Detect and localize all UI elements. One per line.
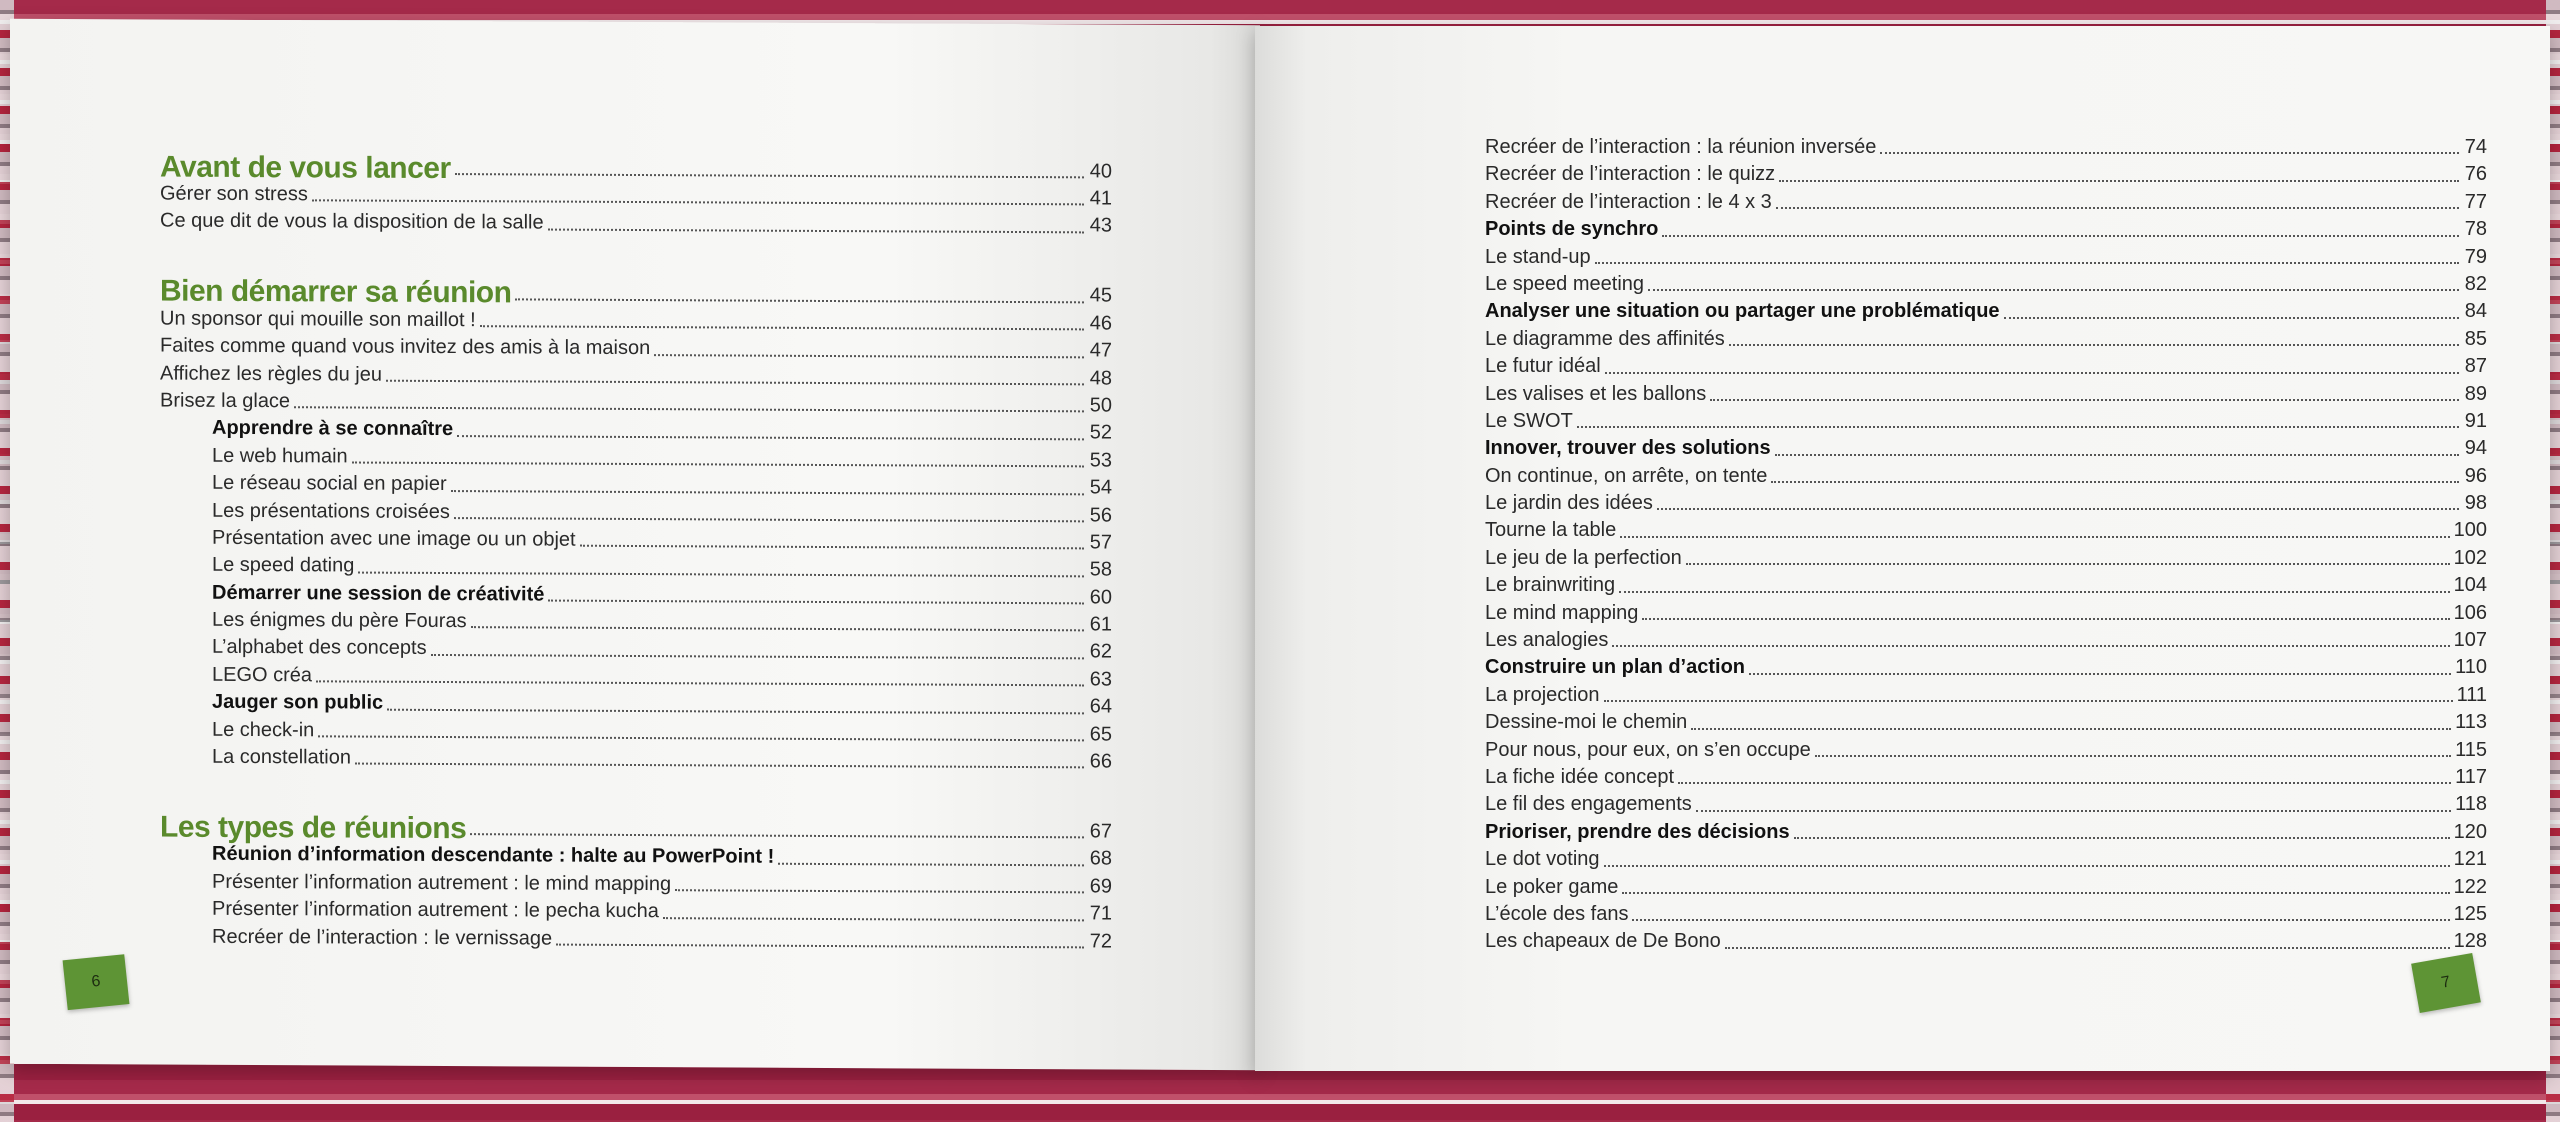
toc-entry-title: Pour nous, pour eux, on s’en occupe	[1485, 738, 1811, 761]
toc-entry	[1485, 545, 2487, 572]
toc-entry-title: Apprendre à se connaître	[212, 417, 454, 441]
toc-entry-title: Recréer de l’interaction : le quizz	[1485, 163, 1776, 186]
toc-page-number: 122	[2453, 875, 2487, 898]
toc-entry	[1485, 161, 2487, 188]
toc-entry	[1485, 353, 2487, 380]
toc-page-number: 50	[1089, 394, 1112, 417]
toc-entry-title: Points de synchro	[1485, 218, 1659, 241]
page-number-tab-right	[2411, 953, 2481, 1013]
dot-leader	[556, 944, 1084, 949]
toc-entry-title: Affichez les règles du jeu	[160, 362, 382, 386]
toc-page-number: 91	[2464, 409, 2487, 432]
toc-entry-title: Avant de vous lancer	[160, 150, 451, 185]
dot-leader	[1642, 618, 2449, 620]
toc-page-number: 115	[2455, 738, 2487, 761]
toc-page-number: 128	[2453, 930, 2487, 953]
dot-leader	[778, 863, 1084, 867]
toc-entry	[1485, 928, 2487, 955]
toc-entry-title: Construire un plan d’action	[1485, 656, 1746, 679]
dot-leader	[1794, 837, 2450, 839]
dot-leader	[515, 298, 1084, 303]
dot-leader	[548, 600, 1084, 605]
left-page	[10, 19, 1260, 1071]
dot-leader	[1725, 947, 2450, 949]
page-number-tab-left	[63, 954, 130, 1010]
toc-entry-title: Ce que dit de vous la disposition de la salle	[160, 209, 544, 234]
dot-leader	[455, 173, 1084, 178]
dot-leader	[675, 889, 1084, 893]
dot-leader	[454, 517, 1084, 522]
toc-page-number: 104	[2453, 574, 2487, 597]
toc-page-number: 48	[1089, 366, 1112, 390]
toc-entry-title: La fiche idée concept	[1485, 765, 1675, 788]
dot-leader	[352, 462, 1084, 468]
dot-leader	[1605, 372, 2459, 374]
toc-entry-title: L’école des fans	[1485, 902, 1629, 925]
dot-leader	[316, 681, 1084, 687]
toc-page-number: 67	[1089, 820, 1112, 843]
dot-leader	[1622, 892, 2449, 894]
toc-page-number: 125	[2453, 902, 2487, 925]
dot-leader	[1880, 152, 2459, 154]
toc-entry	[1485, 189, 2487, 216]
toc-entry-title: Un sponsor qui mouille son maillot !	[160, 307, 476, 331]
toc-entry	[1485, 271, 2487, 298]
toc-entry-title: Tourne la table	[1485, 519, 1617, 542]
toc-entry-title: Dessine-moi le chemin	[1485, 711, 1688, 734]
toc-entry-title: Les analogies	[1485, 629, 1609, 652]
dot-leader	[451, 490, 1084, 495]
dot-leader	[1691, 728, 2451, 730]
toc-entry	[160, 744, 1112, 776]
toc-page-number: 69	[1089, 875, 1112, 898]
dot-leader	[1657, 508, 2459, 510]
toc-entry	[1485, 627, 2487, 654]
dot-leader	[1776, 207, 2459, 209]
toc-entry	[1485, 326, 2487, 353]
toc-entry	[1485, 572, 2487, 599]
toc-entry-title: Démarrer une session de créativité	[212, 581, 545, 606]
toc-entry-title: Présenter l’information autrement : le mind mapping	[212, 870, 672, 895]
toc-entry-title: Les types de réunions	[160, 810, 467, 846]
toc-entry-title: Les chapeaux de De Bono	[1485, 930, 1721, 953]
toc-page-number: 107	[2453, 629, 2487, 652]
toc-page-number: 63	[1089, 668, 1112, 691]
dot-leader	[431, 654, 1084, 659]
dot-leader	[654, 354, 1084, 358]
toc-entry-title: L’alphabet des concepts	[212, 636, 427, 660]
toc-entry	[1485, 408, 2487, 435]
toc-entry	[1485, 517, 2487, 544]
toc-entry-title: Présentation avec une image ou un objet	[212, 526, 576, 551]
toc-entry-title: Le futur idéal	[1485, 355, 1601, 378]
toc-entry-title: Le web humain	[212, 444, 348, 468]
toc-page-number: 77	[2464, 190, 2487, 213]
dot-leader	[358, 571, 1084, 577]
dot-leader	[457, 435, 1084, 440]
toc-entry-title: La constellation	[212, 745, 351, 769]
toc-section-heading	[160, 135, 1112, 186]
toc-entry-title: Le jardin des idées	[1485, 492, 1653, 515]
toc-entry	[1485, 874, 2487, 901]
dot-leader	[480, 325, 1084, 330]
dot-leader	[1604, 700, 2453, 702]
toc-entry-title: Le speed dating	[212, 554, 355, 577]
toc-entry	[1485, 381, 2487, 408]
toc-page-number: 110	[2455, 656, 2487, 679]
dot-leader	[318, 735, 1084, 741]
toc-page-number: 64	[1089, 695, 1112, 718]
toc-page-number: 79	[2464, 245, 2487, 268]
dot-leader	[663, 917, 1084, 921]
toc-entry-title: Le SWOT	[1485, 409, 1573, 432]
toc-page-number: 120	[2453, 820, 2487, 843]
toc-page-number: 53	[1089, 449, 1112, 472]
dot-leader	[1620, 536, 2449, 538]
toc-page-number: 117	[2455, 765, 2487, 788]
toc-entry-title: Innover, trouver des solutions	[1485, 437, 1771, 460]
toc-entry-title: Gérer son stress	[160, 182, 308, 206]
toc-entry-title: Recréer de l’interaction : le vernissage	[212, 925, 553, 950]
dot-leader	[471, 627, 1084, 632]
toc-page-number: 121	[2453, 848, 2487, 871]
toc-page-number: 94	[2464, 437, 2487, 460]
toc-section-heading	[160, 259, 1112, 310]
toc-page-number: 52	[1089, 421, 1112, 444]
toc-page-number: 102	[2453, 546, 2487, 569]
toc-page-number: 66	[1089, 750, 1112, 773]
toc-entry-title: La projection	[1485, 683, 1600, 706]
dot-leader	[1771, 481, 2459, 483]
toc-entry-title: Le check-in	[212, 718, 315, 741]
toc-entry-title: Le brainwriting	[1485, 574, 1616, 597]
dot-leader	[355, 763, 1084, 769]
toc-page-number: 62	[1089, 640, 1112, 663]
toc-entry	[160, 923, 1112, 955]
dot-leader	[294, 407, 1084, 413]
toc-page-number: 85	[2464, 327, 2487, 350]
toc-entry	[1485, 901, 2487, 928]
toc-section-heading	[160, 795, 1112, 846]
toc-page-number: 118	[2455, 793, 2487, 816]
toc-entry	[1485, 600, 2487, 627]
toc-subsection-entry	[1485, 298, 2487, 325]
toc-entry-title: Faites comme quand vous invitez des amis à la maison	[160, 334, 651, 360]
toc-page-number: 56	[1089, 503, 1112, 526]
toc-page-number: 41	[1089, 187, 1112, 210]
toc-entry-title: Recréer de l’interaction : le 4 x 3	[1485, 190, 1772, 213]
dot-leader	[1775, 454, 2459, 456]
toc-page-number: 61	[1089, 613, 1112, 636]
dot-leader	[387, 708, 1084, 714]
dot-leader	[1815, 755, 2451, 757]
toc-subsection-entry	[1485, 435, 2487, 462]
toc-page-number: 46	[1089, 312, 1112, 335]
toc-entry-title: Le stand-up	[1485, 245, 1591, 268]
toc-page-number: 65	[1089, 723, 1112, 746]
dot-leader	[386, 380, 1084, 386]
toc-entry-title: Le dot voting	[1485, 848, 1600, 871]
dot-leader	[1729, 344, 2459, 346]
toc-page-number: 82	[2464, 272, 2487, 295]
toc-entry	[1485, 709, 2487, 736]
dot-leader	[1648, 289, 2459, 291]
toc-page-number: 71	[1089, 902, 1112, 925]
page-number: 7	[2440, 973, 2452, 992]
dot-leader	[1678, 782, 2451, 784]
toc-page-number: 100	[2453, 519, 2487, 542]
toc-entry	[1485, 846, 2487, 873]
dot-leader	[580, 545, 1084, 550]
dot-leader	[1779, 180, 2459, 182]
dot-leader	[1710, 399, 2459, 401]
dot-leader	[1604, 865, 2450, 867]
dot-leader	[2004, 317, 2459, 319]
toc-page-number: 45	[1089, 284, 1112, 307]
toc-page-number: 58	[1089, 558, 1112, 581]
toc-entry-title: On continue, on arrête, on tente	[1485, 464, 1768, 487]
toc-entry-title: Le jeu de la perfection	[1485, 546, 1682, 569]
toc-page-number: 78	[2464, 218, 2487, 241]
toc-page-number: 72	[1089, 929, 1112, 953]
toc-entry	[1485, 490, 2487, 517]
dot-leader	[548, 228, 1084, 233]
toc-subsection-entry	[1485, 819, 2487, 846]
toc-entry-title: Présenter l’information autrement : le pecha kucha	[212, 897, 659, 923]
toc-entry-title: Analyser une situation ou partager une problématique	[1485, 300, 2000, 323]
toc-entry	[1485, 244, 2487, 271]
toc-entry-title: Le diagramme des affinités	[1485, 327, 1725, 350]
toc-page-number: 47	[1089, 339, 1112, 362]
toc-page-number: 106	[2453, 601, 2487, 624]
toc-entry-title: Le réseau social en papier	[212, 471, 447, 496]
dot-leader	[1686, 563, 2450, 565]
toc-entry-title: Les présentations croisées	[212, 499, 450, 523]
toc-entry	[1485, 764, 2487, 791]
toc-page-number: 89	[2464, 382, 2487, 405]
left-table-of-contents	[160, 135, 1112, 956]
toc-page-number: 68	[1089, 847, 1112, 870]
toc-page-number: 43	[1089, 214, 1112, 237]
toc-entry-title: Bien démarrer sa réunion	[160, 274, 512, 310]
toc-entry-title: Le poker game	[1485, 875, 1619, 898]
toc-page-number: 113	[2455, 711, 2487, 734]
toc-entry	[1485, 134, 2487, 161]
toc-entry	[1485, 737, 2487, 764]
toc-entry-title: LEGO créa	[212, 663, 313, 687]
dot-leader	[1577, 426, 2459, 428]
right-table-of-contents	[1485, 134, 2487, 956]
dot-leader	[470, 834, 1084, 839]
dot-leader	[1612, 645, 2449, 647]
toc-entry-title: Le speed meeting	[1485, 272, 1645, 295]
toc-entry-title: Le mind mapping	[1485, 601, 1639, 624]
toc-entry-title: Les valises et les ballons	[1485, 382, 1707, 405]
toc-entry-title: Jauger son public	[212, 691, 384, 714]
toc-entry-title: Les énigmes du père Fouras	[212, 608, 467, 633]
dot-leader	[312, 200, 1084, 206]
toc-entry-title: Prioriser, prendre des décisions	[1485, 820, 1790, 843]
toc-page-number: 76	[2464, 163, 2487, 186]
toc-page-number: 84	[2464, 300, 2487, 323]
toc-entry-title: Le fil des engagements	[1485, 793, 1692, 816]
toc-entry-title: Réunion d’information descendante : halte au PowerPoint !	[212, 843, 775, 869]
toc-page-number: 96	[2464, 464, 2487, 487]
dot-leader	[1696, 810, 2451, 812]
dot-leader	[1632, 919, 2449, 921]
toc-entry-title: Brisez la glace	[160, 389, 291, 413]
dot-leader	[1595, 262, 2459, 264]
toc-page-number: 54	[1089, 476, 1112, 499]
toc-entry-title: Recréer de l’interaction : la réunion inversée	[1485, 135, 1877, 158]
toc-page-number: 74	[2464, 135, 2487, 158]
toc-page-number: 40	[1089, 159, 1112, 183]
toc-page-number: 60	[1089, 586, 1112, 609]
dot-leader	[1662, 235, 2459, 237]
toc-entry	[160, 208, 1112, 240]
toc-entry	[1485, 682, 2487, 709]
toc-entry	[1485, 791, 2487, 818]
dot-leader	[1749, 673, 2451, 675]
toc-page-number: 111	[2456, 683, 2487, 706]
toc-subsection-entry	[1485, 216, 2487, 243]
toc-page-number: 87	[2464, 355, 2487, 378]
right-page	[1255, 26, 2550, 1071]
toc-page-number: 98	[2464, 492, 2487, 515]
toc-page-number: 57	[1089, 531, 1112, 554]
toc-entry	[1485, 463, 2487, 490]
page-number: 6	[90, 972, 102, 991]
dot-leader	[1619, 591, 2450, 593]
toc-subsection-entry	[1485, 654, 2487, 681]
